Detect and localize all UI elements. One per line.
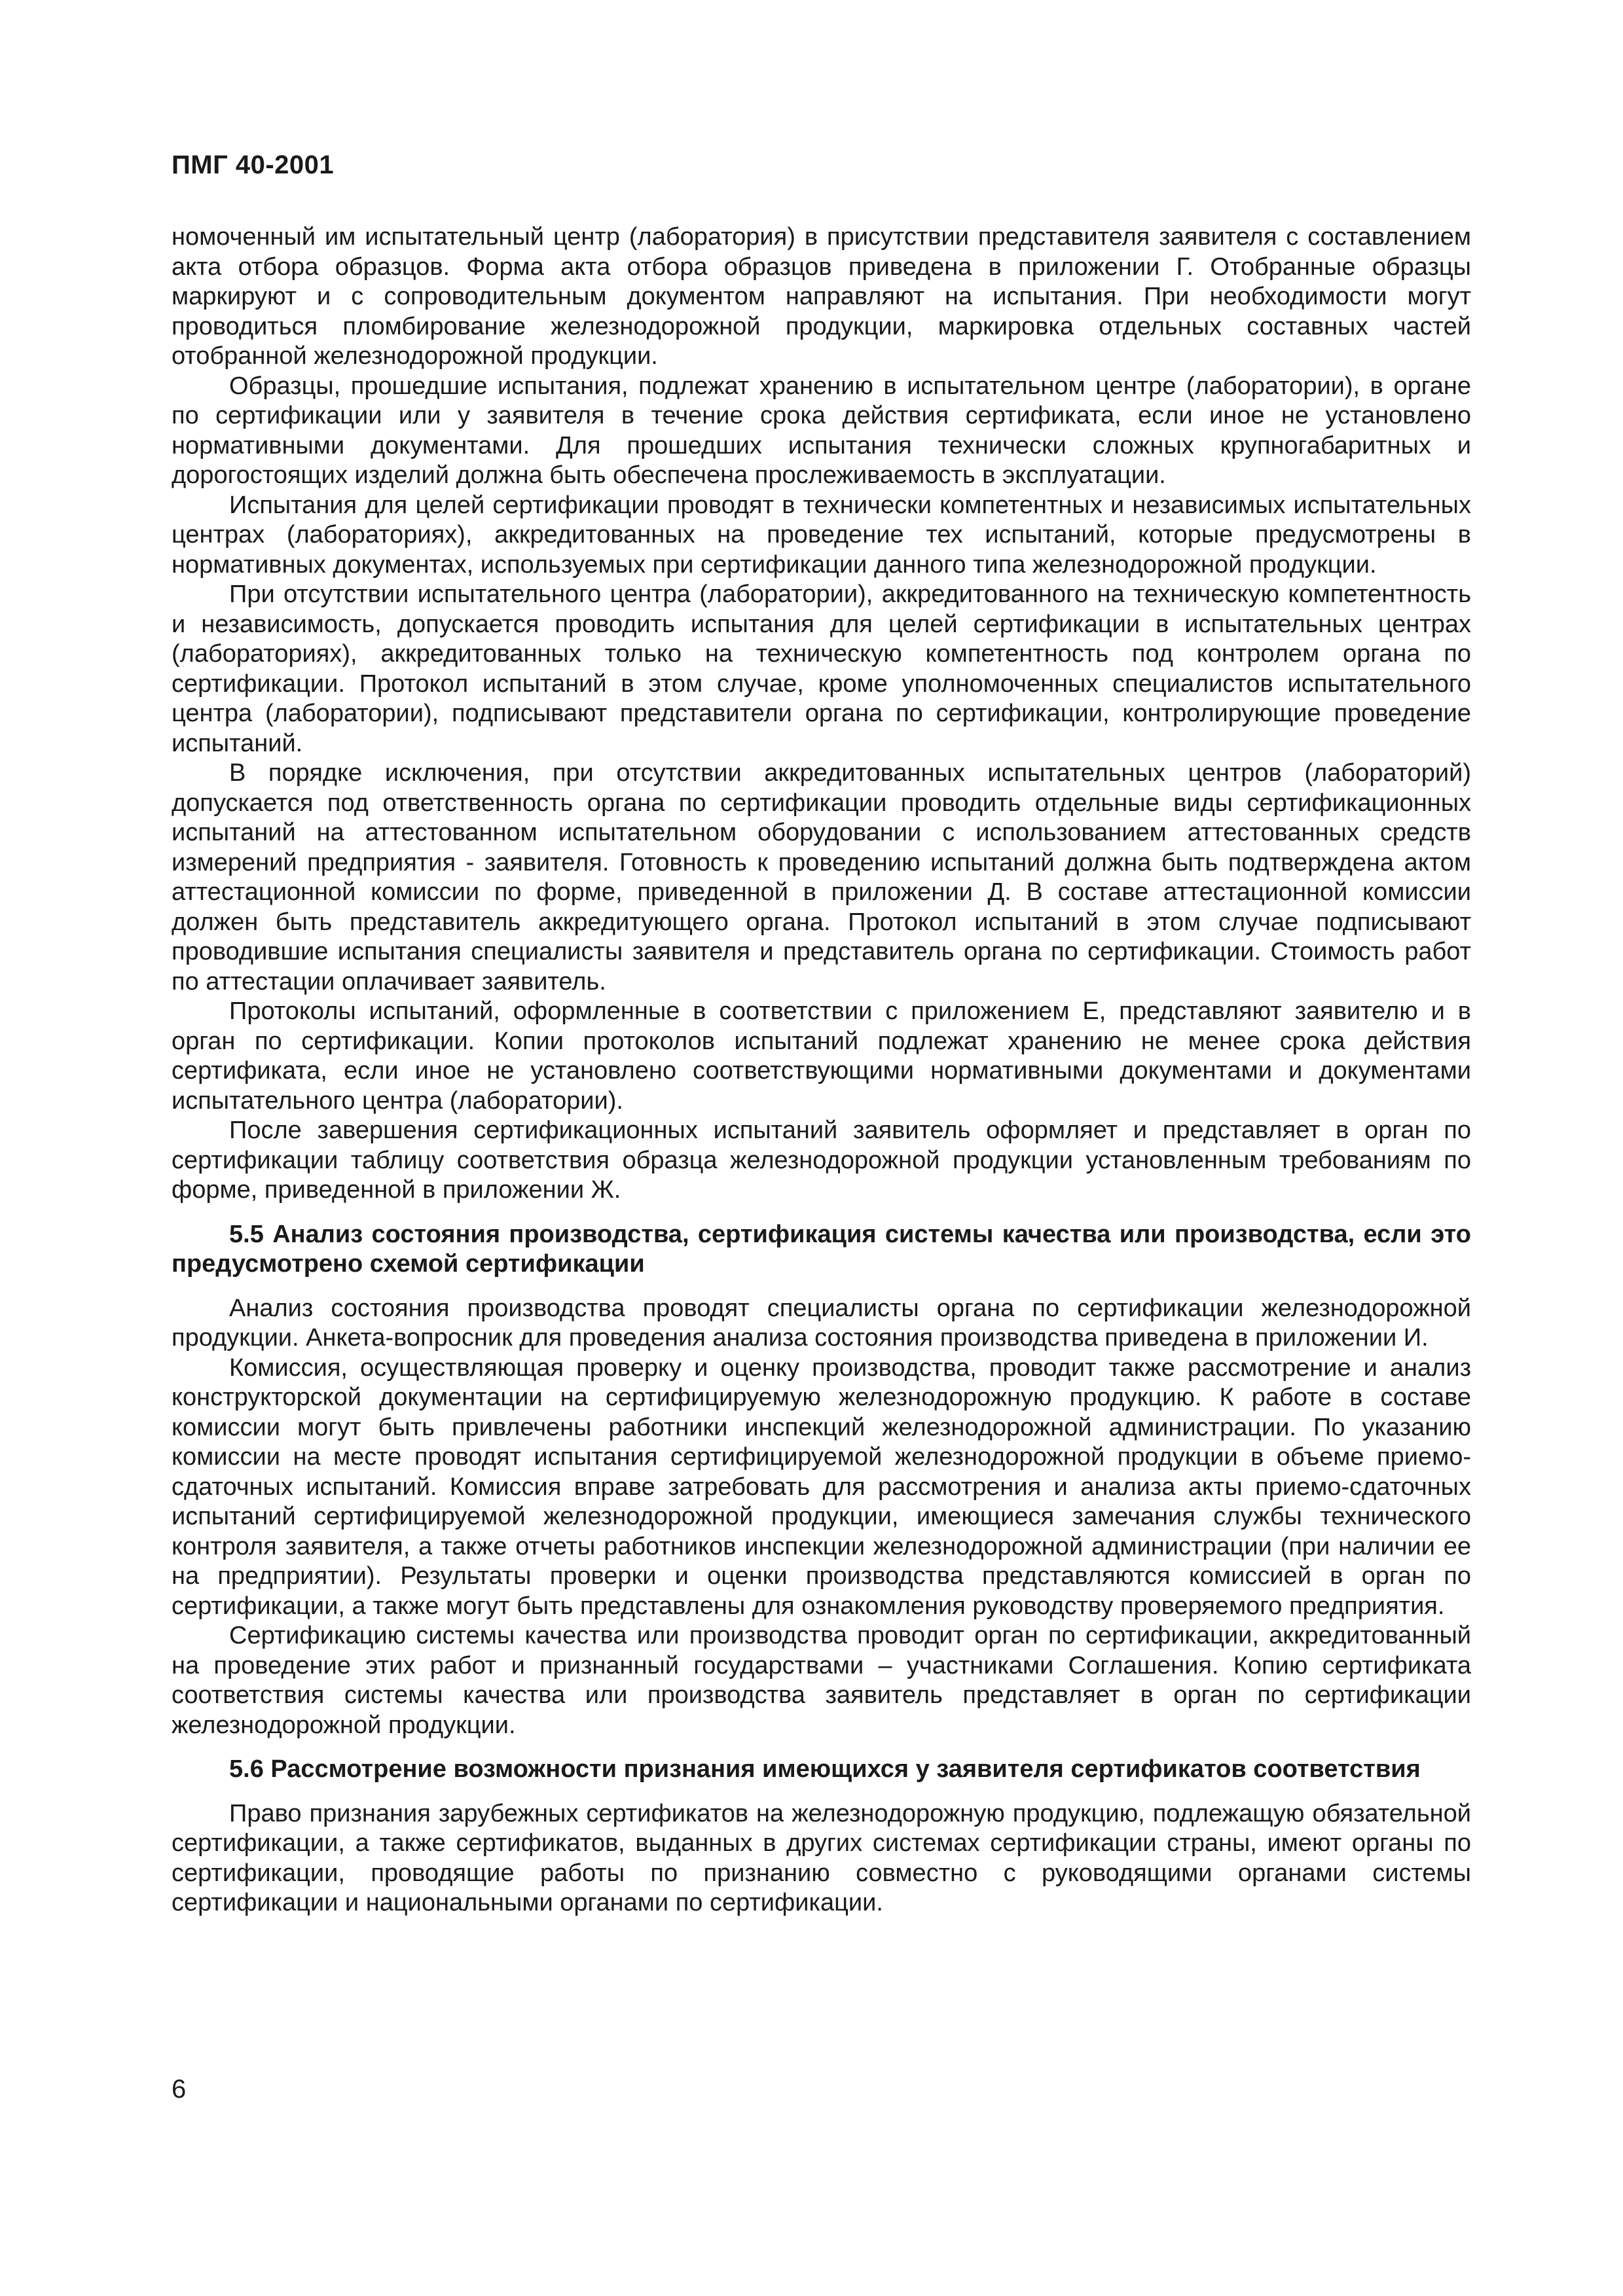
page-number: 6 (172, 2075, 187, 2104)
paragraph: После завершения сертификационных испытаний заявитель оформляет и представляет в орган по сертификации таблицу соответствия образца железнодорожной продукции установленным требованиям по форме, приведенной в приложении Ж. (172, 1117, 1471, 1204)
document-body (172, 223, 1471, 1918)
section-heading-5-5: 5.5 Анализ состояния производства, сертификация системы качества или производства, если это предусмотрено схемой сертификации (172, 1220, 1471, 1278)
paragraph: Сертификацию системы качества или производства проводит орган по сертификации, аккредитованный на проведение этих работ и признанный государствами – участниками Соглашения. Копию сертификата соответствия системы качества или производства заявитель представляет в орган по сертификации железнодорожной продукции. (172, 1622, 1471, 1739)
paragraph-continuation: номоченный им испытательный центр (лаборатория) в присутствии представителя заявителя с составлением акта отбора образцов. Форма акта отбора образцов приведена в приложении Г. Отобранные образцы маркируют и с сопроводительным документом направляют на испытания. При необходимости могут проводиться пломбирование железнодорожной продукции, маркировка отдельных составных частей отобранной железнодорожной продукции. (172, 223, 1471, 370)
paragraph: Анализ состояния производства проводят специалисты органа по сертификации железнодорожной продукции. Анкета-вопросник для проведения анализа состояния производства приведена в приложении И. (172, 1294, 1471, 1352)
document-code-header: ПМГ 40-2001 (172, 151, 335, 179)
paragraph: В порядке исключения, при отсутствии аккредитованных испытательных центров (лабораторий) допускается под ответственность органа по сертификации проводить отдельные виды сертификационных испытаний на аттестованном испытательном оборудовании с использованием аттестованных средств измерений предприятия - заявителя. Готовность к проведению испытаний должна быть подтверждена актом аттестационной комиссии по форме, приведенной в приложении Д. В составе аттестационной комиссии должен быть представитель аккредитующего органа. Протокол испытаний в этом случае подписывают проводившие испытания специалисты заявителя и представитель органа по сертификации. Стоимость работ по аттестации оплачивает заявитель. (172, 759, 1471, 996)
paragraph: Комиссия, осуществляющая проверку и оценку производства, проводит также рассмотрение и анализ конструкторской документации на сертифицируемую железнодорожную продукцию. К работе в составе комиссии могут быть привлечены работники инспекций железнодорожной администрации. По указанию комиссии на месте проводят испытания сертифицируемой железнодорожной продукции в объеме приемо-сдаточных испытаний. Комиссия вправе затребовать для рассмотрения и анализа акты приемо-сдаточных испытаний сертифицируемой железнодорожной продукции, имеющиеся замечания службы технического контроля заявителя, а также отчеты работников инспекции железнодорожной администрации (при наличии ее на предприятии). Результаты проверки и оценки производства представляются комиссией в орган по сертификации, а также могут быть представлены для ознакомления руководству проверяемого предприятия. (172, 1354, 1471, 1620)
paragraph: Право признания зарубежных сертификатов на железнодорожную продукцию, подлежащую обязательной сертификации, а также сертификатов, выданных в других системах сертификации страны, имеют органы по сертификации, проводящие работы по признанию совместно с руководящими органами системы сертификации и национальными органами по сертификации. (172, 1799, 1471, 1916)
paragraph: Протоколы испытаний, оформленные в соответствии с приложением Е, представляют заявителю и в орган по сертификации. Копии протоколов испытаний подлежат хранению не менее срока действия сертификата, если иное не установлено соответствующими нормативными документами и документами испытательного центра (лаборатории). (172, 997, 1471, 1115)
paragraph: Испытания для целей сертификации проводят в технически компетентных и независимых испытательных центрах (лабораториях), аккредитованных на проведение тех испытаний, которые предусмотрены в нормативных документах, используемых при сертификации данного типа железнодорожной продукции. (172, 491, 1471, 579)
paragraph: При отсутствии испытательного центра (лаборатории), аккредитованного на техническую компетентность и независимость, допускается проводить испытания для целей сертификации в испытательных центрах (лабораториях), аккредитованных только на техническую компетентность под контролем органа по сертификации. Протокол испытаний в этом случае, кроме уполномоченных специалистов испытательного центра (лаборатории), подписывают представители органа по сертификации, контролирующие проведение испытаний. (172, 581, 1471, 757)
paragraph: Образцы, прошедшие испытания, подлежат хранению в испытательном центре (лаборатории), в органе по сертификации или у заявителя в течение срока действия сертификата, если иное не установлено нормативными документами. Для прошедших испытания технически сложных крупногабаритных и дорогостоящих изделий должна быть обеспечена прослеживаемость в эксплуатации. (172, 372, 1471, 489)
section-heading-5-6: 5.6 Рассмотрение возможности признания имеющихся у заявителя сертификатов соответствия (229, 1755, 1421, 1783)
